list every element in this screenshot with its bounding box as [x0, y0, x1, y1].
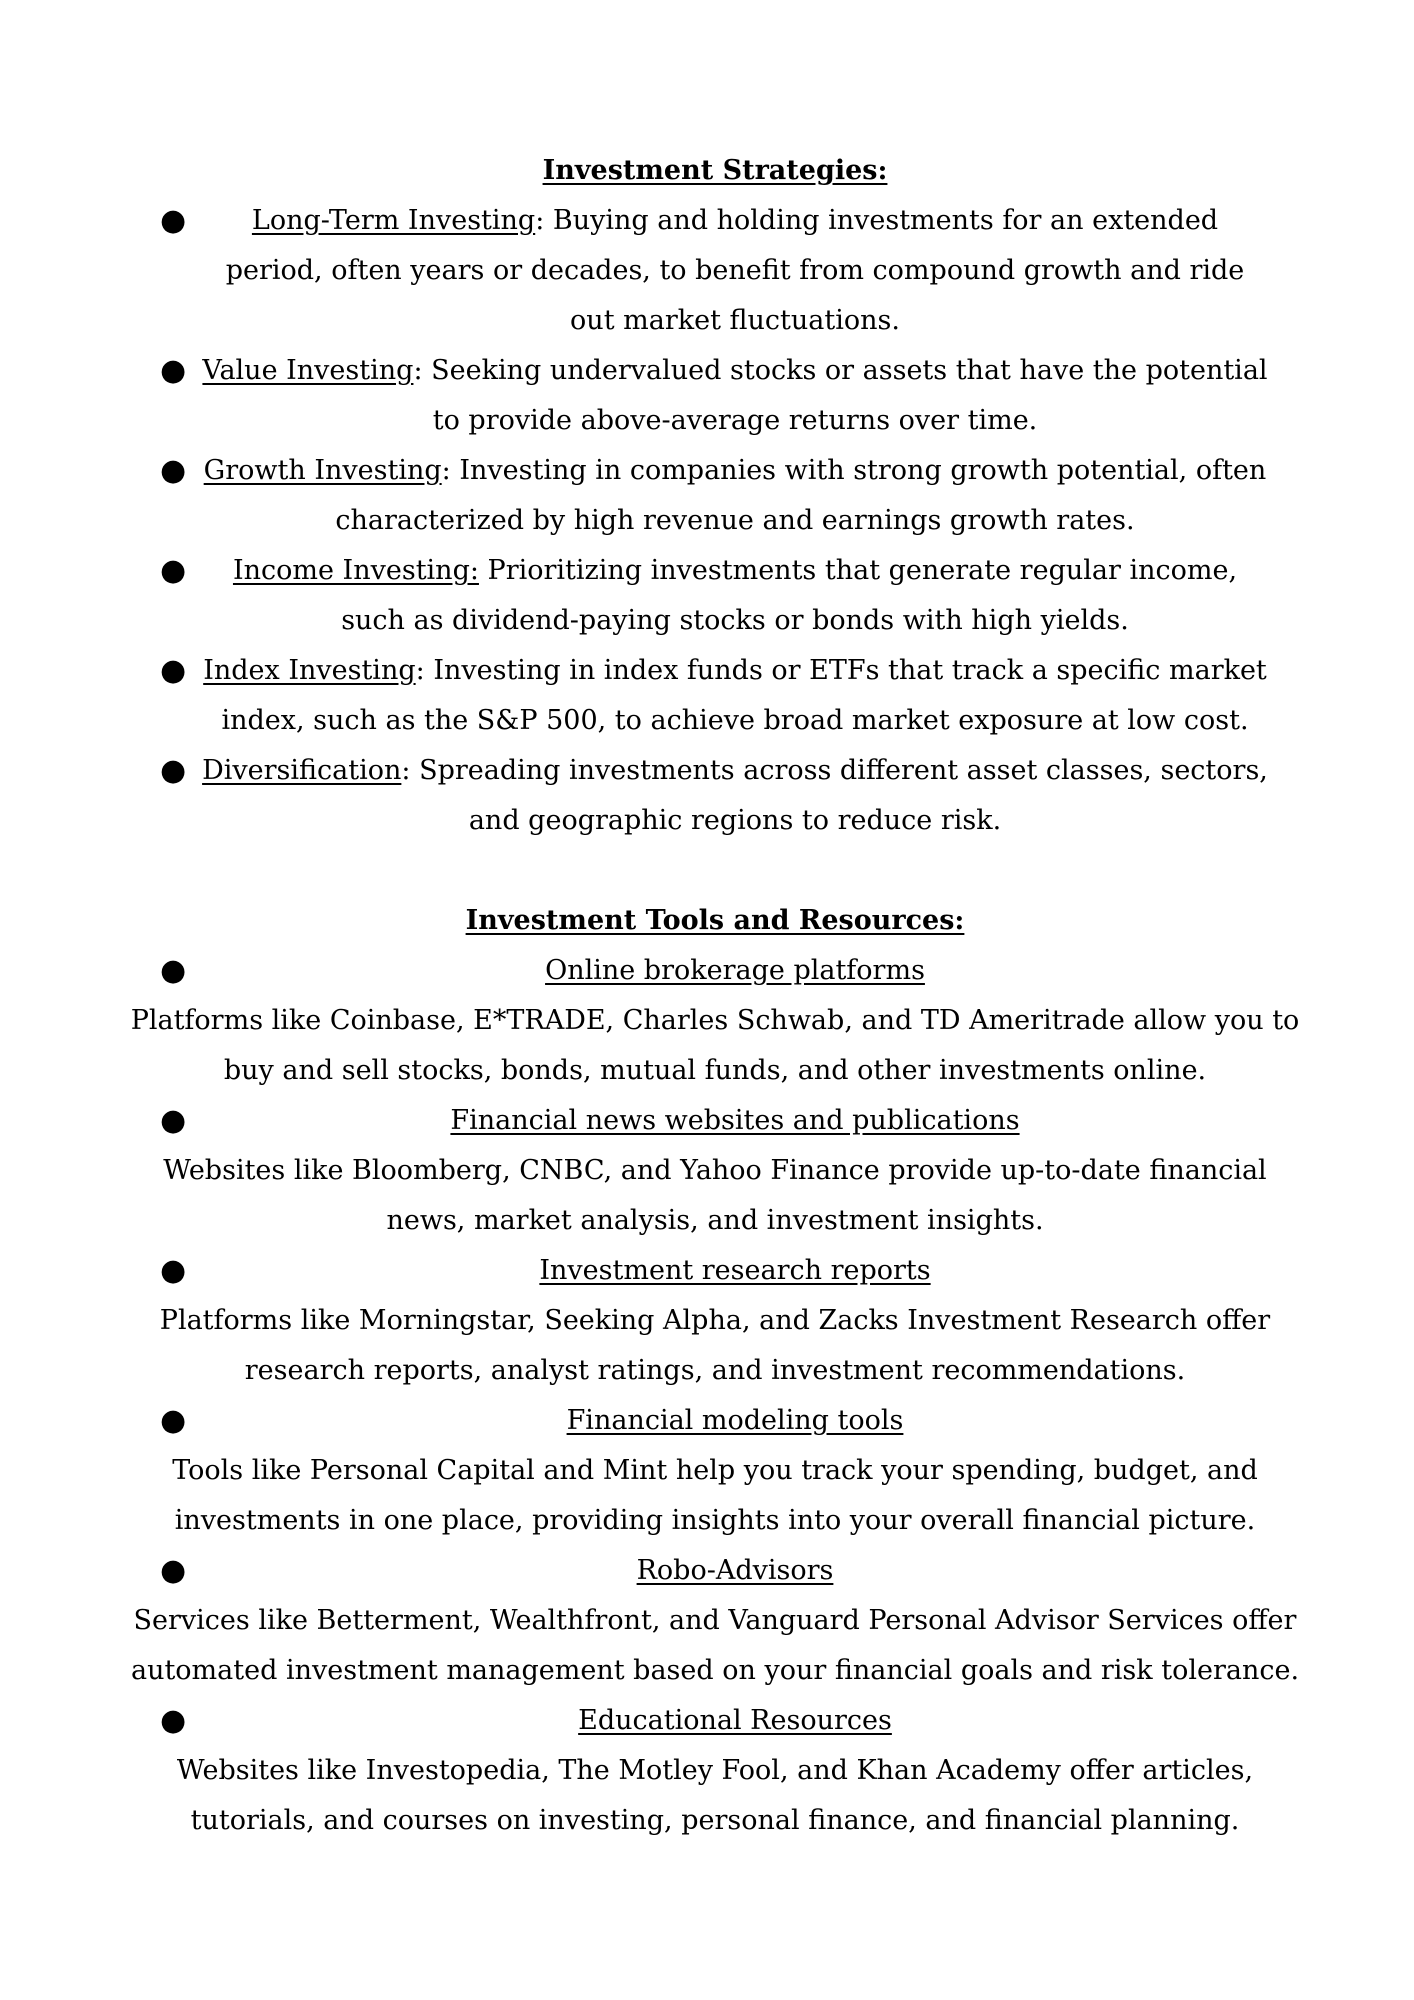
- strategies-heading: Investment Strategies:: [542, 155, 888, 186]
- strategy-term: Value Investing: [202, 355, 414, 386]
- strategy-text: Prioritizing investments that generate regular income, such as dividend-paying stocks or bonds with high yields.: [341, 555, 1238, 636]
- strategies-list: [160, 196, 1270, 846]
- strategy-term: Index Investing: [203, 655, 416, 686]
- strategy-separator: :: [415, 655, 425, 686]
- bullet-icon: ●: [160, 353, 187, 388]
- bullet-icon: ●: [160, 1253, 187, 1288]
- tool-item: [160, 1696, 1270, 1846]
- tool-title-row: [160, 946, 1270, 996]
- tool-item: [160, 1246, 1270, 1396]
- strategy-item: [160, 346, 1270, 446]
- bullet-icon: ●: [160, 753, 187, 788]
- strategy-item: [160, 746, 1270, 846]
- strategy-separator: :: [441, 455, 451, 486]
- strategy-term: Long-Term Investing: [251, 205, 536, 236]
- strategy-text: Spreading investments across different asset classes, sectors, and geographic regions to reduce risk.: [410, 755, 1268, 836]
- strategy-separator: :: [535, 205, 545, 236]
- bullet-icon: ●: [160, 203, 187, 238]
- tool-title: Robo-Advisors: [636, 1555, 834, 1586]
- tool-item: [160, 1096, 1270, 1246]
- bullet-icon: ●: [160, 1403, 187, 1438]
- document-content: [130, 146, 1300, 1846]
- tools-list: [130, 946, 1300, 1846]
- tool-title-row: [160, 1696, 1270, 1746]
- tool-description: Platforms like Coinbase, E*TRADE, Charles Schwab, and TD Ameritrade allow you to buy and sell stocks, bonds, mutual funds, and other investments online.: [130, 1005, 1300, 1086]
- bullet-icon: ●: [160, 653, 187, 688]
- strategy-term: Diversification: [202, 755, 402, 786]
- tool-item: [130, 946, 1300, 1096]
- strategy-text: Seeking undervalued stocks or assets that have the potential to provide above-average returns over time.: [422, 355, 1268, 436]
- bullet-icon: ●: [160, 953, 187, 988]
- bullet-icon: ●: [160, 553, 187, 588]
- tool-description: Platforms like Morningstar, Seeking Alpha, and Zacks Investment Research offer research reports, analyst ratings, and investment recommendations.: [159, 1305, 1271, 1386]
- bullet-icon: ●: [160, 1553, 187, 1588]
- strategy-term: Growth Investing: [203, 455, 442, 486]
- tool-title: Financial modeling tools: [566, 1405, 904, 1436]
- tool-item: [130, 1546, 1300, 1696]
- tool-item: [160, 1396, 1270, 1546]
- tool-title-row: [160, 1096, 1270, 1146]
- tool-title: Financial news websites and publications: [450, 1105, 1020, 1136]
- strategy-item: [160, 546, 1270, 646]
- tool-title-row: [160, 1246, 1270, 1296]
- bullet-icon: ●: [160, 453, 187, 488]
- tool-title-row: [160, 1396, 1270, 1446]
- tool-title: Online brokerage platforms: [545, 955, 925, 986]
- tool-title: Investment research reports: [539, 1255, 931, 1286]
- strategy-item: [160, 196, 1270, 346]
- strategy-term: Income Investing:: [232, 555, 479, 586]
- tool-description: Websites like Investopedia, The Motley Fool, and Khan Academy offer articles, tutorials, and courses on investing, personal finance, and financial planning.: [176, 1755, 1254, 1836]
- section-spacer: [160, 846, 1270, 896]
- tool-title-row: [160, 1546, 1270, 1596]
- tool-description: Websites like Bloomberg, CNBC, and Yahoo Finance provide up-to-date financial news, market analysis, and investment insights.: [163, 1155, 1267, 1236]
- bullet-icon: ●: [160, 1103, 187, 1138]
- strategy-item: [160, 646, 1270, 746]
- strategy-separator: :: [413, 355, 423, 386]
- tool-description: Services like Betterment, Wealthfront, and Vanguard Personal Advisor Services offer automated investment management based on your financial goals and risk tolerance.: [130, 1605, 1300, 1686]
- tool-description: Tools like Personal Capital and Mint help you track your spending, budget, and investments in one place, providing insights into your overall financial picture.: [172, 1455, 1258, 1536]
- tools-heading: Investment Tools and Resources:: [465, 905, 965, 936]
- strategy-text: Buying and holding investments for an extended period, often years or decades, to benefit from compound growth and ride out market fluctuations.: [225, 205, 1245, 336]
- strategy-separator: :: [401, 755, 411, 786]
- strategy-text: Investing in index funds or ETFs that track a specific market index, such as the S&P 500, to achieve broad market exposure at low cost.: [221, 655, 1267, 736]
- strategy-text: Investing in companies with strong growth potential, often characterized by high revenue and earnings growth rates.: [335, 455, 1267, 536]
- strategy-item: [160, 446, 1270, 546]
- tool-title: Educational Resources: [578, 1705, 892, 1736]
- bullet-icon: ●: [160, 1703, 187, 1738]
